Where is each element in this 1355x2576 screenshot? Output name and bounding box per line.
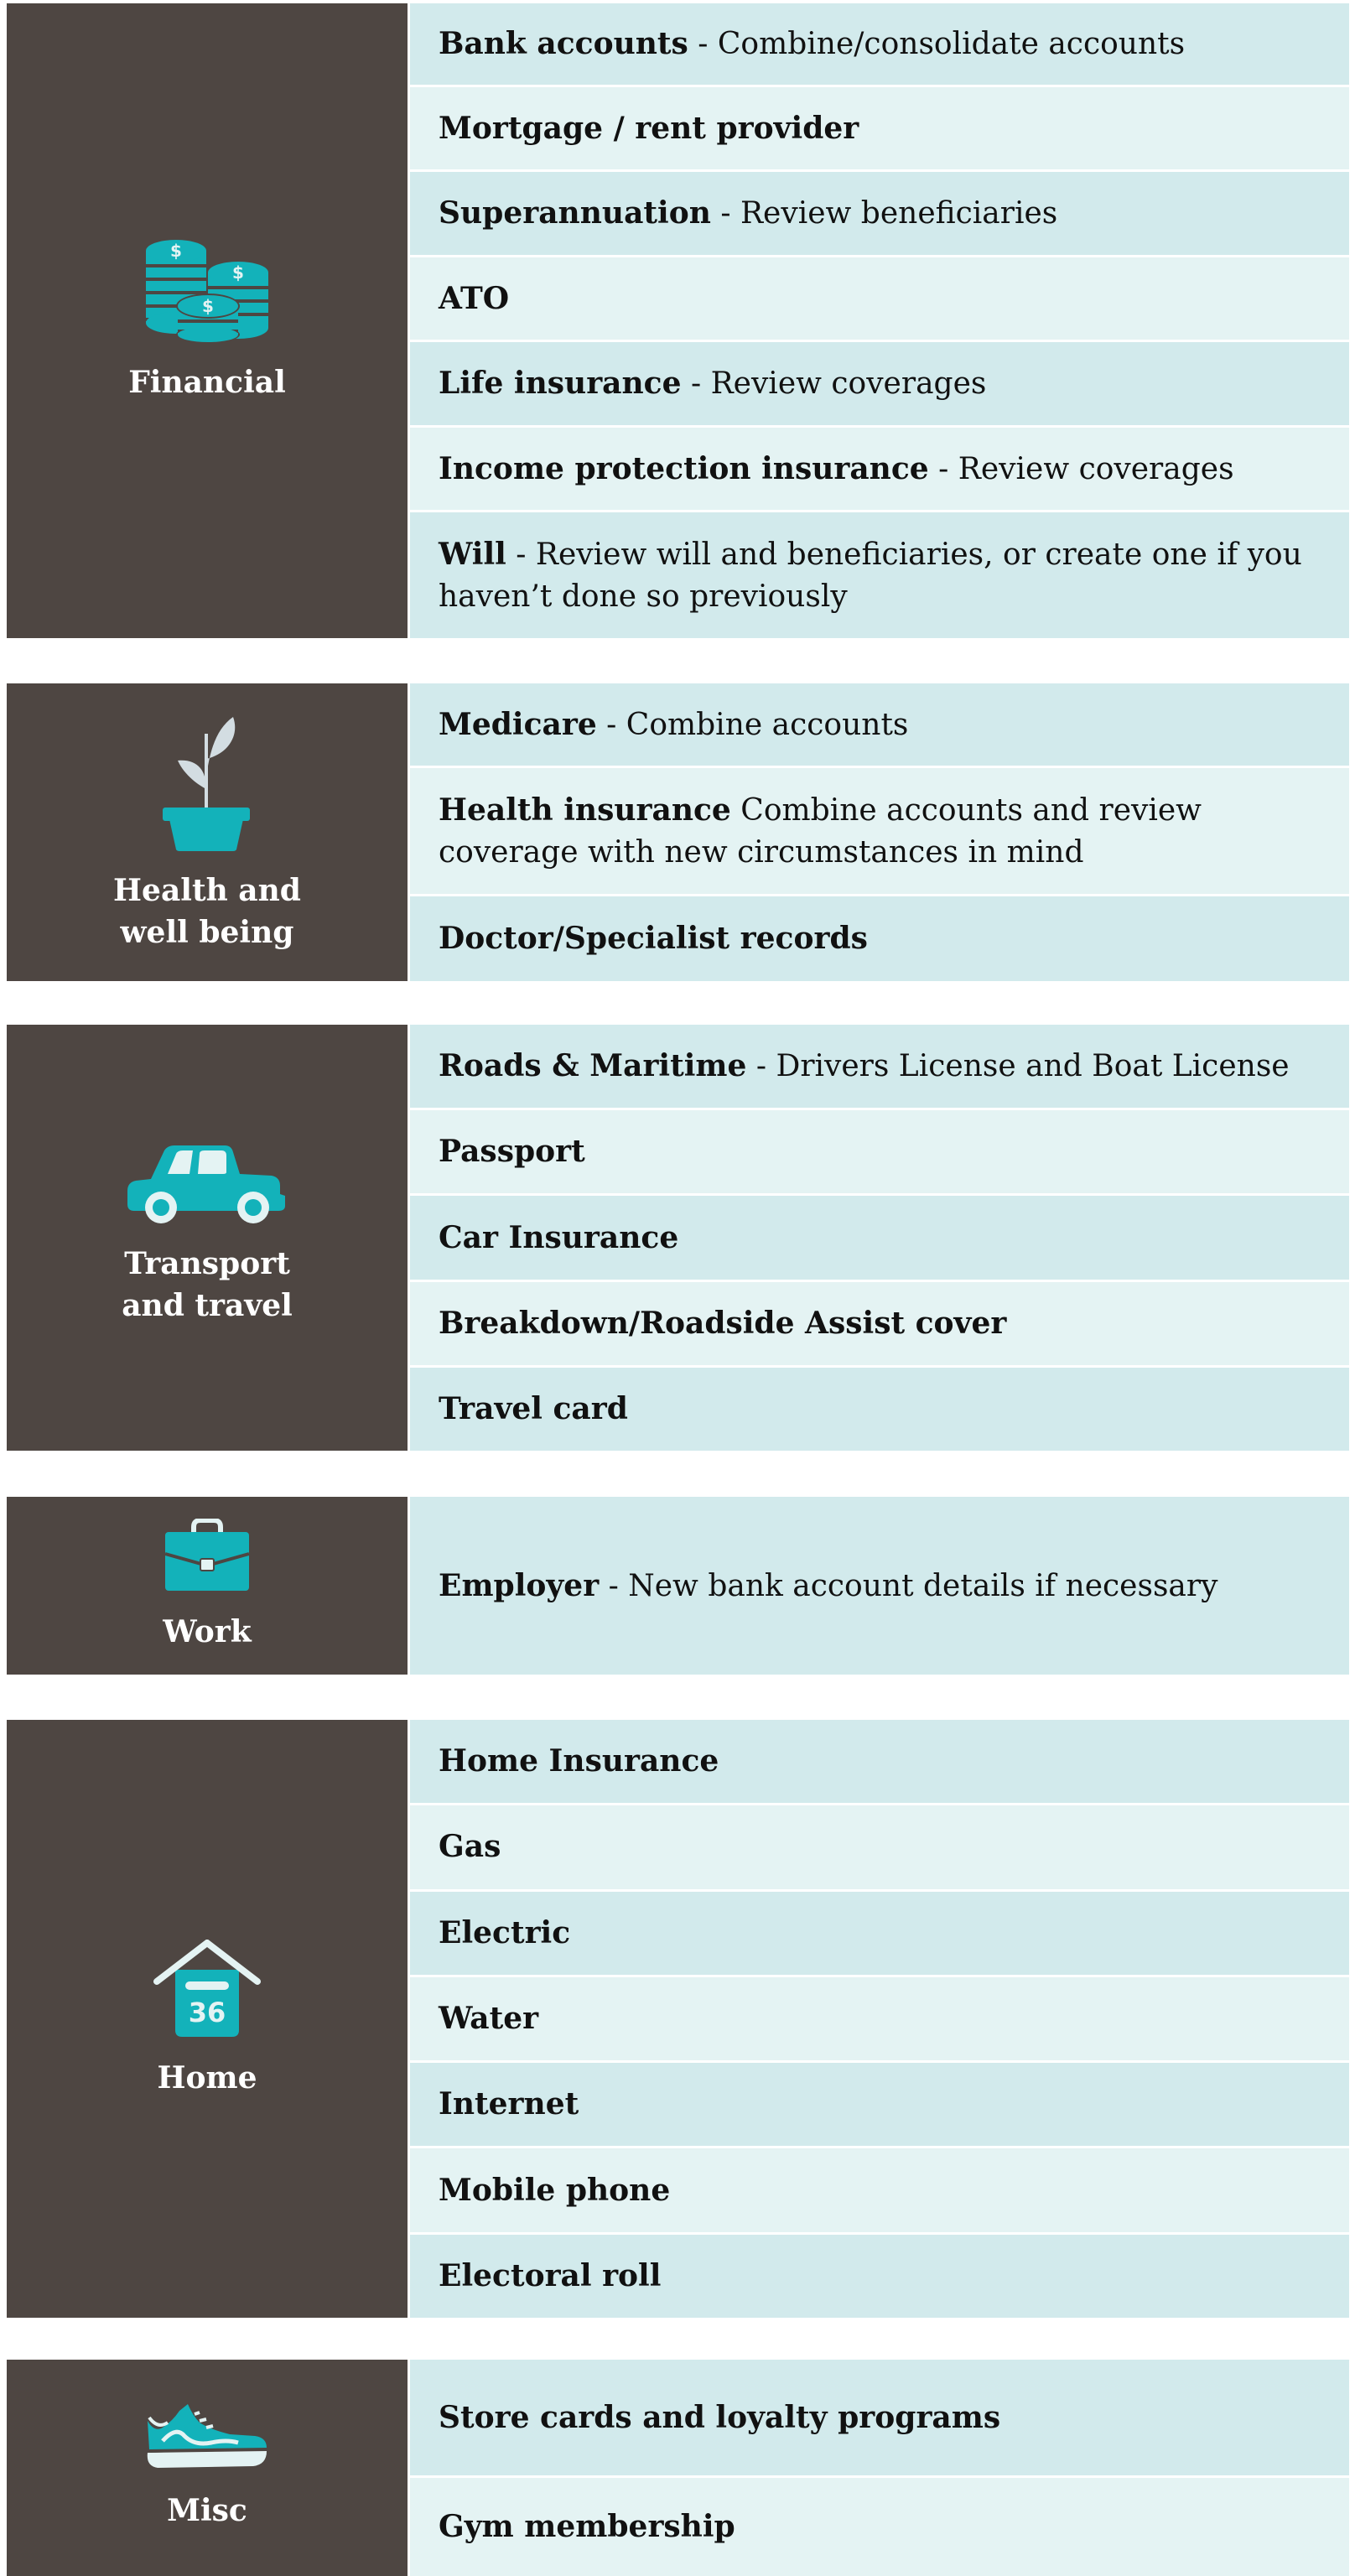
list-item — [410, 1025, 1349, 1108]
item-separator: - — [688, 27, 718, 61]
list-item — [410, 512, 1349, 638]
list-item — [410, 3, 1349, 85]
category-home — [7, 1720, 1349, 2318]
sneaker-icon — [146, 2404, 268, 2471]
house-icon — [153, 1940, 261, 2038]
list-item — [410, 1196, 1349, 1279]
checklist-items — [410, 2360, 1349, 2576]
briefcase-icon — [164, 1519, 251, 1592]
list-item — [410, 2063, 1349, 2146]
category-label: Misc — [167, 2493, 247, 2528]
item-title: Water — [439, 2000, 539, 2036]
list-item — [410, 428, 1349, 510]
item-description: Review beneficiaries — [740, 196, 1058, 231]
checklist-items — [410, 3, 1349, 638]
item-description: New bank account details if necessary — [628, 1568, 1218, 1603]
category-panel-home — [7, 1720, 408, 2318]
item-title: Mobile phone — [439, 2172, 671, 2208]
category-work — [7, 1497, 1349, 1675]
list-item — [410, 2360, 1349, 2475]
list-item — [410, 1368, 1349, 1451]
item-separator: - — [506, 537, 536, 572]
checklist-items — [410, 1720, 1349, 2318]
category-panel-work — [7, 1497, 408, 1675]
item-title: Bank accounts — [439, 26, 688, 61]
item-title: Passport — [439, 1134, 585, 1170]
item-separator: - — [599, 1568, 629, 1603]
list-item — [410, 1497, 1349, 1675]
list-item — [410, 87, 1349, 169]
item-title: Health insurance — [439, 792, 731, 828]
category-panel-health — [7, 683, 408, 981]
item-title: Life insurance — [439, 366, 682, 401]
category-label: Home — [157, 2059, 257, 2096]
category-label — [113, 870, 301, 953]
svg-text:$: $ — [170, 240, 182, 261]
item-title: Internet — [439, 2086, 579, 2122]
house-number: 36 — [188, 1996, 226, 2028]
item-title: Employer — [439, 1567, 600, 1603]
plant-pot-icon — [163, 717, 252, 851]
item-title: Gas — [439, 1829, 501, 1865]
category-label-line: well being — [120, 914, 294, 950]
item-separator: - — [596, 707, 626, 742]
list-item — [410, 1977, 1349, 2060]
svg-text:$: $ — [202, 295, 214, 316]
item-title: Breakdown/Roadside Assist cover — [439, 1305, 1007, 1341]
checklist-items — [410, 1497, 1349, 1675]
item-separator: - — [710, 196, 740, 231]
category-transport — [7, 1025, 1349, 1451]
item-description: Review coverages — [958, 451, 1234, 486]
list-item — [410, 172, 1349, 255]
list-item — [410, 257, 1349, 340]
item-description: Combine accounts and review coverage with new circumstances in mind — [439, 792, 1202, 870]
item-title: Store cards and loyalty programs — [439, 2399, 1001, 2435]
list-item — [410, 1892, 1349, 1975]
category-label: Financial — [128, 364, 286, 400]
category-panel-financial — [7, 3, 408, 638]
list-item — [410, 1282, 1349, 1365]
category-label-line: and travel — [122, 1288, 293, 1323]
list-item — [410, 683, 1349, 766]
item-description: Combine accounts — [626, 707, 909, 742]
category-label-line: Health and — [113, 872, 301, 908]
item-title: Medicare — [439, 706, 597, 742]
item-separator: - — [928, 451, 958, 486]
category-health — [7, 683, 1349, 981]
item-separator: - — [746, 1049, 776, 1084]
category-financial — [7, 3, 1349, 638]
item-title: Travel card — [439, 1390, 628, 1426]
list-item — [410, 2148, 1349, 2231]
category-panel-misc — [7, 2360, 408, 2576]
item-title: Will — [439, 536, 506, 572]
item-description: Drivers License and Boat License — [776, 1049, 1290, 1084]
category-label: Work — [163, 1614, 252, 1649]
item-title: Electric — [439, 1914, 571, 1950]
list-item — [410, 1720, 1349, 1803]
item-separator — [731, 793, 740, 828]
item-title: Home Insurance — [439, 1743, 719, 1779]
list-item — [410, 768, 1349, 894]
category-label-line: Transport — [124, 1246, 290, 1281]
list-item — [410, 1805, 1349, 1888]
checklist-items — [410, 683, 1349, 981]
item-title: Mortgage / rent provider — [439, 110, 859, 146]
item-description: Combine/consolidate accounts — [717, 27, 1186, 61]
item-description: Review coverages — [710, 366, 987, 401]
list-item — [410, 342, 1349, 425]
list-item — [410, 1110, 1349, 1193]
list-item — [410, 896, 1349, 981]
item-title: Superannuation — [439, 195, 711, 231]
list-item — [410, 2235, 1349, 2318]
item-title: ATO — [439, 280, 510, 316]
item-description: Review will and beneficiaries, or create one if you haven’t done so previously — [439, 537, 1302, 614]
item-title: Gym membership — [439, 2509, 735, 2544]
category-label — [122, 1243, 293, 1327]
svg-text:$: $ — [232, 262, 244, 283]
car-icon — [127, 1144, 287, 1224]
category-misc — [7, 2360, 1349, 2576]
checklist-items — [410, 1025, 1349, 1451]
item-title: Doctor/Specialist records — [439, 921, 868, 956]
item-title: Income protection insurance — [439, 450, 929, 486]
item-separator: - — [681, 366, 711, 401]
category-panel-transport — [7, 1025, 408, 1451]
coins-icon — [144, 239, 270, 343]
item-title: Roads & Maritime — [439, 1048, 747, 1084]
item-title: Electoral roll — [439, 2257, 662, 2293]
item-title: Car Insurance — [439, 1219, 679, 1255]
list-item — [410, 2478, 1349, 2576]
